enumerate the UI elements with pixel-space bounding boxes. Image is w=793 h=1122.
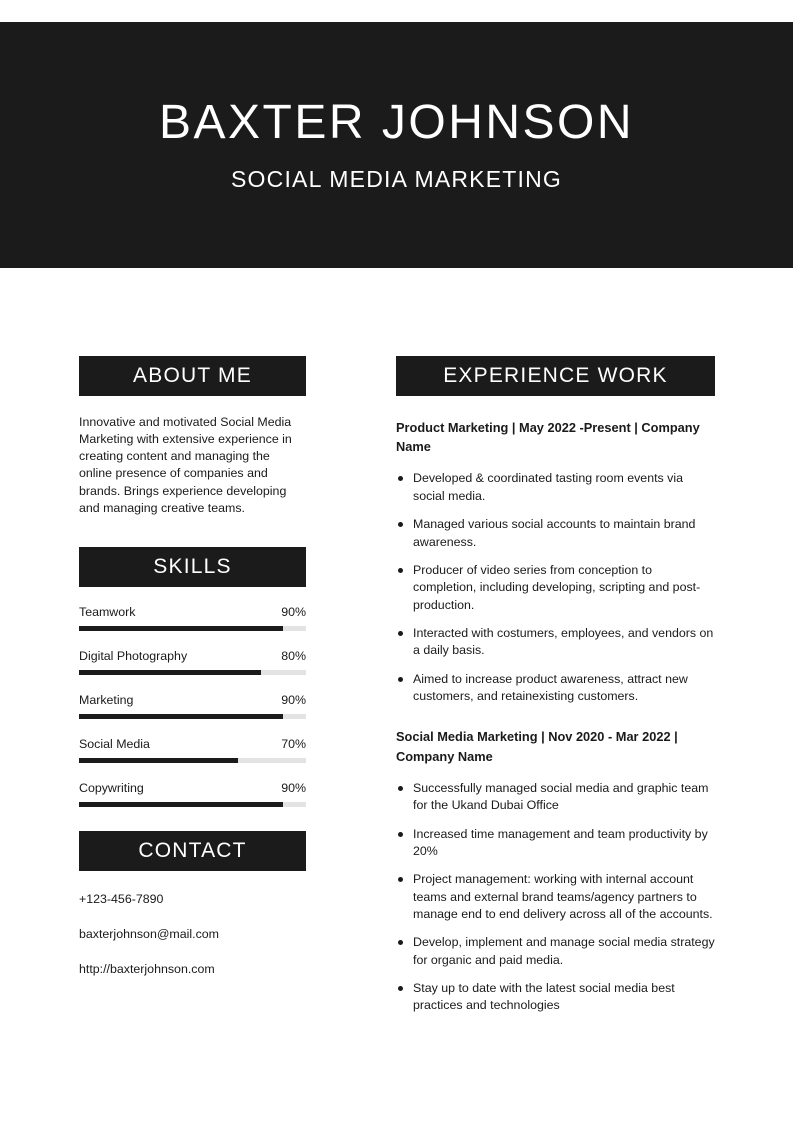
skill-percent: 70% (281, 736, 306, 751)
about-me-text: Innovative and motivated Social Media Marketing with extensive experience in creating content and managing the online presence of companies and brands. Brings experience developing and managing creative teams. (79, 415, 292, 515)
skill-item (79, 649, 306, 675)
job-bullet: Stay up to date with the latest social media best practices and technologies (396, 980, 715, 1015)
skill-percent: 80% (281, 648, 306, 663)
skill-percent: 90% (281, 604, 306, 619)
contact-list (79, 892, 306, 976)
job-bullet: Develop, implement and manage social media strategy for organic and paid media. (396, 934, 715, 969)
skill-progress-fill (79, 758, 238, 763)
skill-name: Teamwork (79, 604, 136, 619)
skill-progress-track (79, 758, 306, 763)
experience-heading: EXPERIENCE WORK (396, 356, 715, 396)
job-bullet: Producer of video series from conception to completion, including developing, scripting and post-production. (396, 562, 715, 614)
contact-email[interactable]: baxterjohnson@mail.com (79, 926, 219, 941)
skill-name: Digital Photography (79, 648, 188, 663)
skill-progress-track (79, 670, 306, 675)
skill-progress-track (79, 626, 306, 631)
contact-heading: CONTACT (79, 831, 306, 871)
right-column (396, 356, 715, 1026)
job-bullet: Project management: working with internal account teams and external brand teams/agency partners to manage end to end delivery across all of the accounts. (396, 871, 715, 923)
skills-heading: SKILLS (79, 547, 306, 587)
experience-job (396, 727, 715, 1014)
skill-item (79, 693, 306, 719)
job-bullets (396, 470, 715, 705)
candidate-name: BAXTER JOHNSON (158, 96, 635, 150)
skill-progress-fill (79, 802, 283, 807)
job-bullets (396, 780, 715, 1015)
job-bullet: Interacted with costumers, employees, and vendors on a daily basis. (396, 625, 715, 660)
skill-progress-fill (79, 714, 283, 719)
candidate-role: SOCIAL MEDIA MARKETING (231, 165, 562, 192)
contact-phone[interactable]: +123-456-7890 (79, 891, 164, 906)
skill-progress-fill (79, 670, 261, 675)
skills-list (79, 605, 306, 807)
skill-progress-track (79, 802, 306, 807)
job-bullet: Developed & coordinated tasting room events via social media. (396, 470, 715, 505)
skill-item (79, 605, 306, 631)
job-bullet: Aimed to increase product awareness, attract new customers, and retainexisting customers. (396, 671, 715, 706)
left-column (79, 356, 306, 976)
experience-job (396, 418, 715, 705)
job-title: Social Media Marketing | Nov 2020 - Mar 2022 | Company Name (396, 729, 678, 764)
skill-progress-track (79, 714, 306, 719)
skill-name: Marketing (79, 692, 134, 707)
skill-percent: 90% (281, 780, 306, 795)
job-title: Product Marketing | May 2022 -Present | Company Name (396, 420, 700, 455)
skill-progress-fill (79, 626, 283, 631)
resume-header (0, 22, 793, 268)
skill-item (79, 781, 306, 807)
job-bullet: Increased time management and team productivity by 20% (396, 826, 715, 861)
job-bullet: Successfully managed social media and graphic team for the Ukand Dubai Office (396, 780, 715, 815)
about-me-heading: ABOUT ME (79, 356, 306, 396)
skill-item (79, 737, 306, 763)
job-bullet: Managed various social accounts to maintain brand awareness. (396, 516, 715, 551)
skill-name: Social Media (79, 736, 150, 751)
skill-name: Copywriting (79, 780, 144, 795)
skill-percent: 90% (281, 692, 306, 707)
contact-website[interactable]: http://baxterjohnson.com (79, 961, 215, 976)
